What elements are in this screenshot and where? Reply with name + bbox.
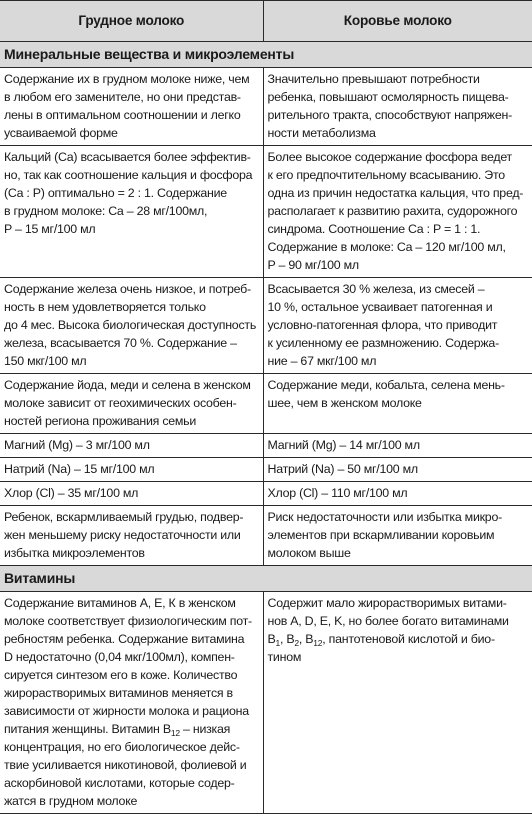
text-line: 10 %, остальное усваивает патогенная и (267, 300, 493, 314)
text-line: к его предпочтительному всасыванию. Это (267, 168, 505, 182)
text-line: Магний (Mg) – 14 мг/100 мл (267, 438, 420, 452)
text-line: к усиленному ее размножению. Содержа- (267, 336, 499, 350)
text-line: располагает к развитию рахита, судорожного (267, 204, 518, 218)
text-line: Натрий (Na) – 50 мг/100 мл (267, 462, 418, 476)
table-body (0, 42, 532, 814)
cell-cow-milk (263, 458, 532, 482)
text-line: до 4 мес. Высока биологическая доступность (4, 318, 257, 332)
text-line: Содержание меди, кобальта, селена мень- (267, 378, 505, 392)
cell-breast-milk (0, 374, 263, 434)
cell-cow-milk (263, 68, 532, 146)
text-line: (Ca : P) оптимально = 2 : 1. Содержание (4, 186, 227, 200)
text-line: лены в оптимальном соотношении и легко (4, 108, 241, 122)
text-line: тином (267, 650, 302, 664)
text-line: Значительно превышают потребности (267, 72, 480, 86)
cell-cow-milk (263, 278, 532, 374)
text-line: одна из причин недостатка кальция, что пред- (267, 186, 524, 200)
table-row (0, 458, 532, 482)
text-line: шее, чем в женском молоке (267, 396, 422, 410)
text-line: избытка микроэлементов (4, 546, 145, 560)
table-row (0, 434, 532, 458)
text-line: сируется синтезом его в коже. Количество (4, 668, 238, 682)
section-title: Витамины (0, 566, 532, 592)
text-line: Хлор (Cl) – 110 мг/100 мл (267, 486, 408, 500)
text-line: усваиваемой форме (4, 126, 118, 140)
text-line: Магний (Mg) – 3 мг/100 мл (4, 438, 150, 452)
text-line: элементов при вскармливании коровьим (267, 528, 495, 542)
section-title: Минеральные вещества и микроэлементы (0, 42, 532, 68)
table-header-row (0, 1, 532, 42)
text-line: ние – 67 мкг/100 мл (267, 354, 377, 368)
table-row (0, 482, 532, 506)
text-line: ребностям ребенка. Содержание витамина (4, 632, 245, 646)
table-row (0, 374, 532, 434)
text-line: Натрий (Na) – 15 мг/100 мл (4, 462, 155, 476)
cell-breast-milk (0, 68, 263, 146)
text-line: молоке зависит от геохимических особен- (4, 396, 237, 410)
text-line: ностей региона проживания семьи (4, 414, 197, 428)
text-line: железа, всасывается 70 %. Содержание – (4, 336, 237, 350)
text-line: синдрома. Соотношение Ca : P = 1 : 1. (267, 222, 481, 236)
cell-breast-milk (0, 482, 263, 506)
text-line: D недостаточно (0,04 мкг/100мл), компен- (4, 650, 235, 664)
table-row (0, 146, 532, 278)
text-line: твие усиливается никотиновой, фолиевой и (4, 758, 247, 772)
section-header-row (0, 566, 532, 592)
table-row (0, 506, 532, 566)
cell-cow-milk (263, 482, 532, 506)
cell-cow-milk (263, 374, 532, 434)
text-line: ребенка, повышают осмолярность пищева- (267, 90, 509, 104)
text-line: Всасывается 30 % железа, из смесей – (267, 282, 485, 296)
text-line: Содержание в молоке: Ca – 120 мг/100 мл, (267, 240, 506, 254)
table-row (0, 278, 532, 374)
cell-breast-milk (0, 146, 263, 278)
text-line: в грудном молоке: Ca – 28 мг/100мл, (4, 204, 208, 218)
cell-breast-milk (0, 506, 263, 566)
text-line: зависимости от жирности молока и рациона (4, 704, 249, 718)
cell-breast-milk (0, 458, 263, 482)
table-row (0, 68, 532, 146)
text-line: условно-патогенная флора, что приводит (267, 318, 498, 332)
cell-cow-milk (263, 434, 532, 458)
text-line: аскорбиновой кислотами, которые содер- (4, 776, 235, 790)
text-line: жирорастворимых витаминов меняется в (4, 686, 233, 700)
cell-cow-milk (263, 146, 532, 278)
text-line: Риск недостаточности или избытка микро- (267, 510, 502, 524)
cell-cow-milk (263, 506, 532, 566)
text-line: жен меньшему риску недостаточности или (4, 528, 241, 542)
cell-cow-milk (263, 592, 532, 814)
text-line: концентрация, но его биологическое дейс- (4, 740, 240, 754)
text-line: P – 90 мг/100 мл (267, 258, 359, 272)
column-header-breast-milk: Грудное молоко (0, 1, 263, 42)
text-line: Более высокое содержание фосфора ведет (267, 150, 512, 164)
text-line: молоке соответствует физиологическим пот- (4, 614, 252, 628)
text-line: нов A, D, E, K, но более богато витаминами (267, 614, 509, 628)
section-header-row (0, 42, 532, 68)
text-line: жатся в грудном молоке (4, 794, 138, 808)
text-line: P – 15 мг/100 мл (4, 222, 96, 236)
text-line: Содержание йода, меди и селена в женском (4, 378, 251, 392)
text-line: в любом его заменителе, но они представ- (4, 90, 241, 104)
text-line: Кальций (Ca) всасывается более эффектив- (4, 150, 251, 164)
text-line: Содержание витаминов А, Е, К в женском (4, 596, 236, 610)
text-line: ности метаболизма (267, 126, 376, 140)
text-line: Хлор (Cl) – 35 мг/100 мл (4, 486, 139, 500)
text-line: 150 мкг/100 мл (4, 354, 87, 368)
cell-breast-milk (0, 434, 263, 458)
text-line: ность в нем удовлетворяется только (4, 300, 206, 314)
cell-breast-milk (0, 278, 263, 374)
table-row (0, 592, 532, 814)
text-line: рительного тракта, способствуют напряжен- (267, 108, 512, 122)
text-line: Ребенок, вскармливаемый грудью, подвер- (4, 510, 244, 524)
text-line: Содержание железа очень низкое, и потреб- (4, 282, 251, 296)
text-line: $B_1$, $B_2$, $B_{12}$, пантотеновой кислотой и био- (267, 632, 495, 648)
text-line: питания женщины. Витамин $B_{12}$ – низкая (4, 722, 231, 738)
text-line: но, так как соотношение кальция и фосфора (4, 168, 253, 182)
text-line: Содержание их в грудном молоке ниже, чем (4, 72, 250, 86)
text-line: молоком выше (267, 546, 351, 560)
cell-breast-milk (0, 592, 263, 814)
column-header-cow-milk: Коровье молоко (263, 1, 532, 42)
text-line: Содержит мало жирорастворимых витами- (267, 596, 507, 610)
